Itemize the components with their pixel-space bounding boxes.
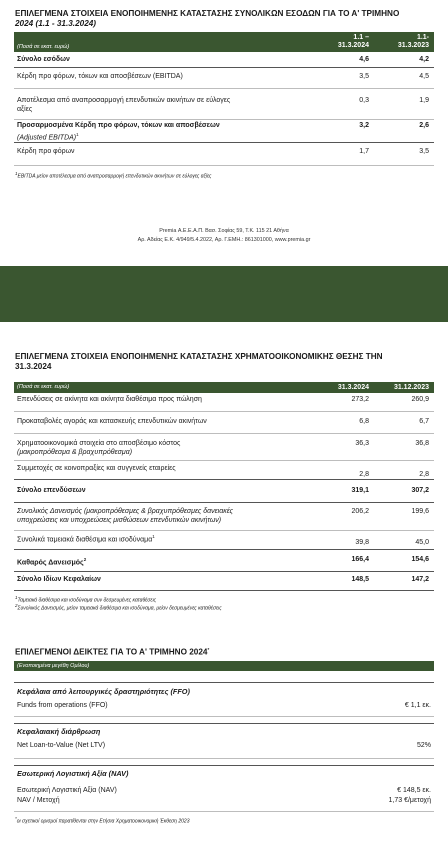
footnote-marker: 1 xyxy=(152,534,155,539)
kpi-separator xyxy=(14,811,434,812)
footer-address: Premia Α.Ε.Ε.Α.Π. Βασ. Σοφίας 59, Τ.Κ. 115 21 Αθήνα xyxy=(159,228,289,234)
income-subtitle: 2024 (1.1 - 31.3.2024) xyxy=(15,19,97,28)
row-value-current: 148,5 xyxy=(351,576,369,583)
balance-row-investment-property xyxy=(14,394,434,412)
income-row-ebt xyxy=(14,143,434,166)
row-value-prior: 154,6 xyxy=(411,556,429,563)
income-col1-line1: 1.1 – xyxy=(353,34,369,41)
kpi-footnote xyxy=(15,816,189,825)
kpi-separator xyxy=(14,758,434,759)
income-col2-line2: 31.3.2023 xyxy=(397,42,429,49)
row-value-2024: 3,5 xyxy=(359,73,369,80)
kpi-label: Net Loan-to-Value (Net LTV) xyxy=(17,742,106,749)
income-units: (Ποσά σε εκατ. ευρώ) xyxy=(17,44,70,50)
income-title-text: ΕΠΙΛΕΓΜΕΝΑ ΣΤΟΙΧΕΙΑ ΕΝΟΠΟΙΗΜΕΝΗΣ ΚΑΤΑΣΤΑΣΗΣ ΣΥΝΟΛΙΚΩΝ ΕΣΟΔΩΝ ΓΙΑ ΤΟ Α' ΤΡΙΜΗΝΟ xyxy=(15,9,400,18)
kpi-title-text: ΕΠΙΛΕΓΜΕΝΟΙ ΔΕΙΚΤΕΣ ΓΙΑ ΤΟ Α' ΤΡΙΜΗΝΟ 2024 xyxy=(15,647,208,657)
kpi-separator xyxy=(14,716,434,717)
footnote-text: Ταμειακά διαθέσιμα και ισοδύναμα συν δεσμευμένες καταθέσεις xyxy=(17,597,157,604)
row-value-2024: 0,3 xyxy=(359,97,369,104)
income-row-total-revenue xyxy=(14,53,434,68)
row-label: Καθαρός Δανεισμός xyxy=(17,559,84,567)
kpi-nav-heading: Εσωτερική Λογιστική Αξία (NAV) xyxy=(17,769,129,778)
row-value-current: 2,8 xyxy=(359,471,369,478)
kpi-value: 1,73 €/μετοχή xyxy=(388,797,431,804)
balance-row-net-debt xyxy=(14,550,434,572)
row-value-prior: 6,7 xyxy=(419,418,429,425)
balance-title xyxy=(15,352,433,372)
row-value-2023: 2,6 xyxy=(419,122,429,129)
footnote-marker: 2 xyxy=(83,557,87,562)
row-value-current: 36,3 xyxy=(355,440,369,447)
row-value-prior: 260,9 xyxy=(411,396,429,403)
income-footnote xyxy=(15,171,211,180)
footnote-text: Συνολικός Δανεισμός, μείον ταμειακά διαθέσιμα και ισοδύναμα, μείον δεσμευμένες καταθέσεις xyxy=(17,605,222,612)
income-table-header xyxy=(14,32,434,52)
balance-subtitle: 31.3.2024 xyxy=(15,362,52,371)
kpi-value: € 148,5 εκ. xyxy=(397,787,431,794)
page-divider-band xyxy=(0,266,448,322)
balance-row-total-borrowings xyxy=(14,503,434,531)
row-value-prior: 2,8 xyxy=(419,471,429,478)
row-value-2023: 3,5 xyxy=(419,148,429,155)
row-label-cont: υποχρεώσεις και υποχρεώσεις μισθώσεων επενδυτικών ακινήτων) xyxy=(17,516,222,524)
income-title xyxy=(15,9,433,29)
income-col2-header xyxy=(398,34,429,50)
row-value-2024: 1,7 xyxy=(359,148,369,155)
row-label: Σύνολο εσόδων xyxy=(17,56,70,63)
balance-col2-header: 31.12.2023 xyxy=(393,384,429,391)
row-label: Αποτέλεσμα από αναπροσαρμογή επενδυτικών ακινήτων σε εύλογες xyxy=(17,97,231,104)
row-value-2023: 4,2 xyxy=(419,56,429,63)
row-label: Προκαταβολές αγοράς και κατασκευής επενδυτικών ακινήτων xyxy=(17,418,207,425)
footnote-marker: 1 xyxy=(15,171,18,176)
balance-units: (Ποσά σε εκατ. ευρώ) xyxy=(17,384,70,390)
footnote-marker: 2 xyxy=(15,603,18,608)
balance-table-header xyxy=(14,382,434,393)
balance-row-joint-ventures xyxy=(14,461,434,480)
footnote-marker: * xyxy=(207,647,210,652)
balance-row-financial-assets xyxy=(14,434,434,461)
income-row-ebitda xyxy=(14,68,434,89)
row-label: Χρηματοοικονομικά στοιχεία στο αποσβέσιμο κόστος xyxy=(17,440,181,447)
row-value-2023: 1,9 xyxy=(419,97,429,104)
income-col2-line1: 1.1- xyxy=(416,34,429,41)
income-row-revaluation xyxy=(14,89,434,120)
row-value-prior: 199,6 xyxy=(411,508,429,515)
row-value-2023: 4,5 xyxy=(419,73,429,80)
balance-row-total-investments xyxy=(14,480,434,503)
row-label: Σύνολο επενδύσεων xyxy=(17,487,86,494)
kpi-label: Εσωτερική Λογιστική Αξία (NAV) xyxy=(17,787,117,794)
income-col1-header xyxy=(338,34,369,50)
row-label: Επενδύσεις σε ακίνητα και ακίνητα διαθέσιμα προς πώληση xyxy=(17,396,202,403)
kpi-value: € 1,1 εκ. xyxy=(404,702,431,709)
kpi-separator xyxy=(14,765,434,766)
row-label: Σύνολο Ιδίων Κεφαλαίων xyxy=(17,576,101,583)
footnote-marker: * xyxy=(15,816,17,821)
row-label: Προσαρμοσμένα Κέρδη προ φόρων, τόκων και αποσβέσεων xyxy=(17,122,220,129)
row-value-current: 206,2 xyxy=(351,508,369,515)
balance-row-equity xyxy=(14,572,434,591)
row-value-prior: 147,2 xyxy=(411,576,429,583)
row-label: Συμμετοχές σε κοινοπραξίες και συγγενείς εταιρείες xyxy=(17,465,176,472)
row-value-prior: 36,8 xyxy=(415,440,429,447)
footnote-marker: 1 xyxy=(15,595,18,600)
row-label-cont: (μακροπρόθεσμα & βραχυπρόθεσμα) xyxy=(17,448,133,456)
kpi-label: NAV / Μετοχή xyxy=(17,797,60,804)
row-value-prior: 307,2 xyxy=(411,487,429,494)
footnote-marker: 1 xyxy=(76,131,79,137)
company-footer xyxy=(0,227,448,245)
row-value-2024: 3,2 xyxy=(359,122,369,129)
row-label-cont: (Adjusted EBITDA) xyxy=(17,133,77,141)
balance-row-cash xyxy=(14,531,434,550)
row-value-current: 39,8 xyxy=(355,539,369,546)
kpi-separator xyxy=(14,682,434,683)
income-statement-page xyxy=(0,0,448,266)
row-label: Κέρδη προ φόρων, τόκων και αποσβέσεων (EBITDA) xyxy=(17,73,183,80)
row-value-current: 166,4 xyxy=(351,556,369,563)
footnote-text: οι σχετικοί ορισμοί παρατίθενται στην Ετήσια Χρηματοοικονομική Έκθεση 2023 xyxy=(16,818,190,825)
footnote-text: EBITDA μείον αποτέλεσμα από αναπροσαρμογή επενδυτικών ακινήτων σε εύλογες αξίες xyxy=(17,173,212,180)
income-col1-line2: 31.3.2024 xyxy=(337,42,369,49)
footer-registration: Αρ. Αδείας Ε.Κ. 4/949/5.4.2022, Αρ. Γ.ΕΜΗ.: 861301000, www.premia.gr xyxy=(137,237,311,243)
row-value-2024: 4,6 xyxy=(359,56,369,63)
kpi-leverage-heading: Κεφαλαιακή διάρθρωση xyxy=(17,727,101,736)
row-value-current: 6,8 xyxy=(359,418,369,425)
kpi-ffo-heading: Κεφάλαια από λειτουργικές δραστηριότητες (FFO) xyxy=(17,687,190,696)
row-label: Συνολικά ταμειακά διαθέσιμα και ισοδύναμα xyxy=(17,536,153,544)
row-label: Κέρδη προ φόρων xyxy=(17,148,75,155)
income-row-adjusted-ebitda xyxy=(14,120,434,143)
balance-col1-header: 31.3.2024 xyxy=(337,384,369,391)
row-value-prior: 45,0 xyxy=(415,539,429,546)
row-value-current: 273,2 xyxy=(351,396,369,403)
kpi-header-bar xyxy=(14,661,434,671)
kpi-label: Funds from operations (FFO) xyxy=(17,702,108,709)
kpi-value: 52% xyxy=(416,742,431,749)
row-value-current: 319,1 xyxy=(351,487,369,494)
balance-row-advances xyxy=(14,412,434,434)
row-label-cont: αξίες xyxy=(17,105,33,113)
balance-title-text: ΕΠΙΛΕΓΜΕΝΑ ΣΤΟΙΧΕΙΑ ΕΝΟΠΟΙΗΜΕΝΗΣ ΚΑΤΑΣΤΑΣΗΣ ΧΡΗΜΑΤΟΟΙΚΟΝΟΜΙΚΗΣ ΘΕΣΗΣ ΤΗΝ xyxy=(15,352,383,361)
kpi-separator xyxy=(14,723,434,724)
kpi-units: (Ενοποιημένα μεγέθη Ομίλου) xyxy=(17,662,90,669)
row-label: Συνολικός Δανεισμός (μακροπρόθεσμες & βραχυπρόθεσμες δανειακές xyxy=(17,508,234,515)
balance-footnote-2 xyxy=(15,603,222,612)
balance-sheet-page xyxy=(0,322,448,844)
kpi-title xyxy=(15,645,433,658)
